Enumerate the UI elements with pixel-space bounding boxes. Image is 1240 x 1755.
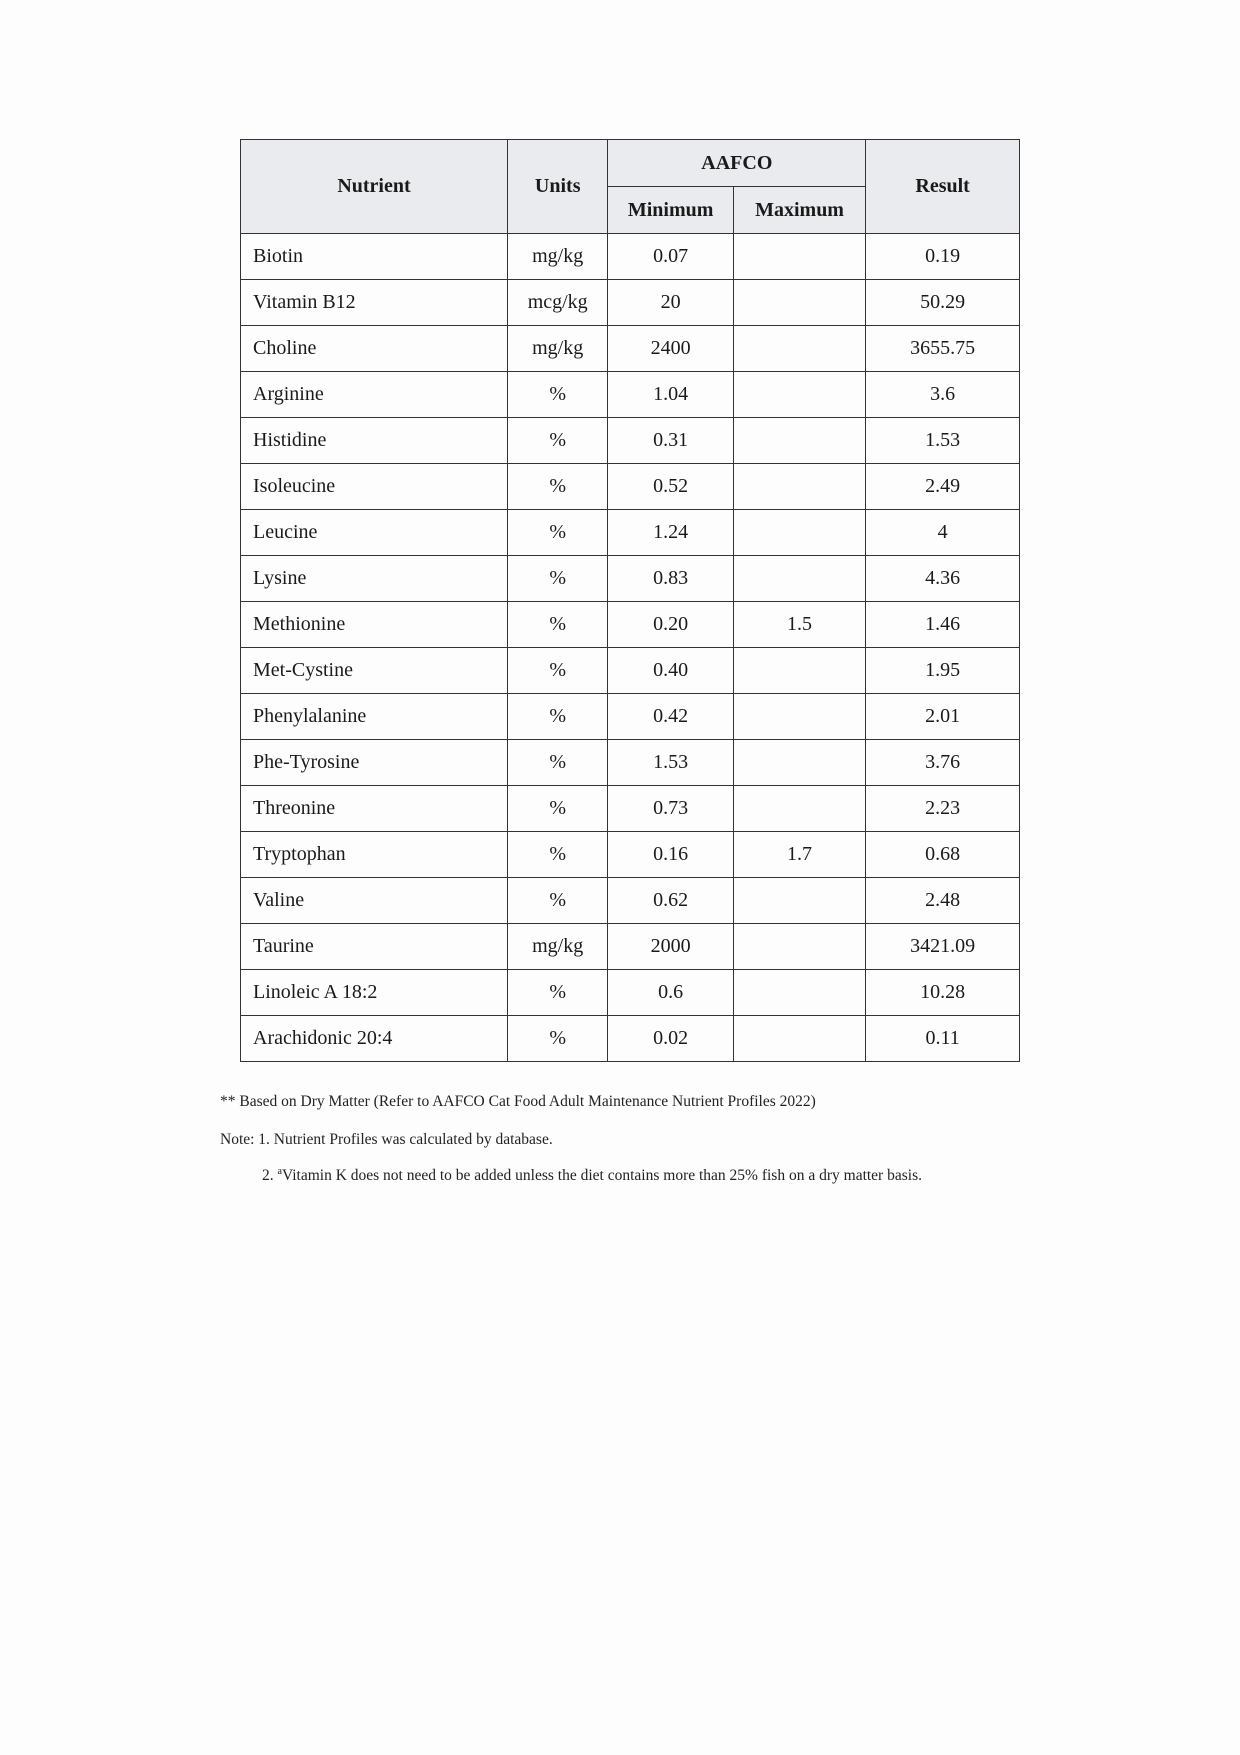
cell-nutrient: Biotin <box>241 234 508 280</box>
cell-result: 3.6 <box>866 372 1020 418</box>
cell-units: % <box>507 510 607 556</box>
cell-min: 0.40 <box>608 648 733 694</box>
cell-result: 50.29 <box>866 280 1020 326</box>
cell-min: 0.73 <box>608 786 733 832</box>
cell-max <box>733 464 865 510</box>
table-row <box>241 970 1020 1016</box>
table-row <box>241 234 1020 280</box>
header-result: Result <box>866 140 1020 234</box>
cell-max <box>733 924 865 970</box>
cell-result: 1.95 <box>866 648 1020 694</box>
cell-result: 2.01 <box>866 694 1020 740</box>
cell-max <box>733 1016 865 1062</box>
cell-nutrient: Vitamin B12 <box>241 280 508 326</box>
table-row <box>241 326 1020 372</box>
cell-units: % <box>507 740 607 786</box>
table-row <box>241 740 1020 786</box>
cell-max <box>733 234 865 280</box>
cell-nutrient: Leucine <box>241 510 508 556</box>
cell-nutrient: Met-Cystine <box>241 648 508 694</box>
dry-matter-note: ** Based on Dry Matter (Refer to AAFCO Cat Food Adult Maintenance Nutrient Profiles 2022) <box>220 1093 816 1110</box>
cell-nutrient: Choline <box>241 326 508 372</box>
table-row <box>241 1016 1020 1062</box>
cell-min: 1.04 <box>608 372 733 418</box>
header-minimum: Minimum <box>608 187 733 234</box>
cell-result: 2.23 <box>866 786 1020 832</box>
cell-min: 0.6 <box>608 970 733 1016</box>
cell-result: 3.76 <box>866 740 1020 786</box>
cell-nutrient: Isoleucine <box>241 464 508 510</box>
cell-min: 0.02 <box>608 1016 733 1062</box>
cell-result: 3655.75 <box>866 326 1020 372</box>
cell-units: % <box>507 556 607 602</box>
cell-nutrient: Taurine <box>241 924 508 970</box>
cell-min: 0.20 <box>608 602 733 648</box>
table-row <box>241 694 1020 740</box>
cell-units: mcg/kg <box>507 280 607 326</box>
cell-nutrient: Histidine <box>241 418 508 464</box>
cell-nutrient: Methionine <box>241 602 508 648</box>
cell-nutrient: Lysine <box>241 556 508 602</box>
table-row <box>241 464 1020 510</box>
cell-max: 1.5 <box>733 602 865 648</box>
table-row <box>241 878 1020 924</box>
cell-max <box>733 418 865 464</box>
cell-units: % <box>507 1016 607 1062</box>
cell-units: % <box>507 464 607 510</box>
cell-nutrient: Arachidonic 20:4 <box>241 1016 508 1062</box>
cell-nutrient: Phenylalanine <box>241 694 508 740</box>
header-units: Units <box>507 140 607 234</box>
cell-max <box>733 878 865 924</box>
cell-nutrient: Phe-Tyrosine <box>241 740 508 786</box>
cell-units: % <box>507 602 607 648</box>
cell-min: 2000 <box>608 924 733 970</box>
cell-max: 1.7 <box>733 832 865 878</box>
header-nutrient: Nutrient <box>241 140 508 234</box>
cell-units: mg/kg <box>507 924 607 970</box>
table-row <box>241 280 1020 326</box>
cell-min: 2400 <box>608 326 733 372</box>
note-1: Note: 1. Nutrient Profiles was calculated by database. <box>220 1131 553 1148</box>
cell-units: mg/kg <box>507 234 607 280</box>
cell-nutrient: Linoleic A 18:2 <box>241 970 508 1016</box>
table-row <box>241 832 1020 878</box>
cell-units: % <box>507 694 607 740</box>
cell-units: % <box>507 832 607 878</box>
cell-result: 4 <box>866 510 1020 556</box>
cell-nutrient: Threonine <box>241 786 508 832</box>
cell-min: 0.52 <box>608 464 733 510</box>
cell-result: 1.53 <box>866 418 1020 464</box>
cell-min: 0.83 <box>608 556 733 602</box>
cell-min: 20 <box>608 280 733 326</box>
cell-min: 0.42 <box>608 694 733 740</box>
note-2 <box>262 1166 922 1185</box>
cell-units: % <box>507 970 607 1016</box>
cell-min: 0.62 <box>608 878 733 924</box>
cell-max <box>733 510 865 556</box>
note-2-superscript: a <box>277 1166 282 1177</box>
cell-nutrient: Arginine <box>241 372 508 418</box>
cell-nutrient: Valine <box>241 878 508 924</box>
cell-units: % <box>507 372 607 418</box>
cell-result: 0.11 <box>866 1016 1020 1062</box>
cell-result: 10.28 <box>866 970 1020 1016</box>
table-row <box>241 372 1020 418</box>
cell-units: mg/kg <box>507 326 607 372</box>
table-row <box>241 786 1020 832</box>
cell-max <box>733 280 865 326</box>
cell-units: % <box>507 786 607 832</box>
cell-nutrient: Tryptophan <box>241 832 508 878</box>
cell-min: 0.07 <box>608 234 733 280</box>
cell-result: 2.48 <box>866 878 1020 924</box>
table-row <box>241 556 1020 602</box>
cell-max <box>733 326 865 372</box>
table-row <box>241 602 1020 648</box>
cell-result: 2.49 <box>866 464 1020 510</box>
nutrient-table <box>240 139 1020 1062</box>
header-maximum: Maximum <box>733 187 865 234</box>
cell-min: 1.53 <box>608 740 733 786</box>
cell-result: 3421.09 <box>866 924 1020 970</box>
cell-result: 0.68 <box>866 832 1020 878</box>
cell-min: 1.24 <box>608 510 733 556</box>
table-row <box>241 510 1020 556</box>
cell-units: % <box>507 878 607 924</box>
table-row <box>241 418 1020 464</box>
cell-max <box>733 694 865 740</box>
table-row <box>241 924 1020 970</box>
cell-max <box>733 556 865 602</box>
cell-min: 0.31 <box>608 418 733 464</box>
cell-max <box>733 740 865 786</box>
header-aafco: AAFCO <box>608 140 866 187</box>
cell-max <box>733 648 865 694</box>
cell-max <box>733 372 865 418</box>
cell-min: 0.16 <box>608 832 733 878</box>
table-row <box>241 648 1020 694</box>
cell-result: 0.19 <box>866 234 1020 280</box>
cell-units: % <box>507 418 607 464</box>
cell-max <box>733 786 865 832</box>
note-2-text: Vitamin K does not need to be added unless the diet contains more than 25% fish on a dry matter basis. <box>281 1167 922 1185</box>
note-2-number: 2. <box>262 1167 274 1185</box>
cell-result: 4.36 <box>866 556 1020 602</box>
cell-max <box>733 970 865 1016</box>
cell-units: % <box>507 648 607 694</box>
cell-result: 1.46 <box>866 602 1020 648</box>
